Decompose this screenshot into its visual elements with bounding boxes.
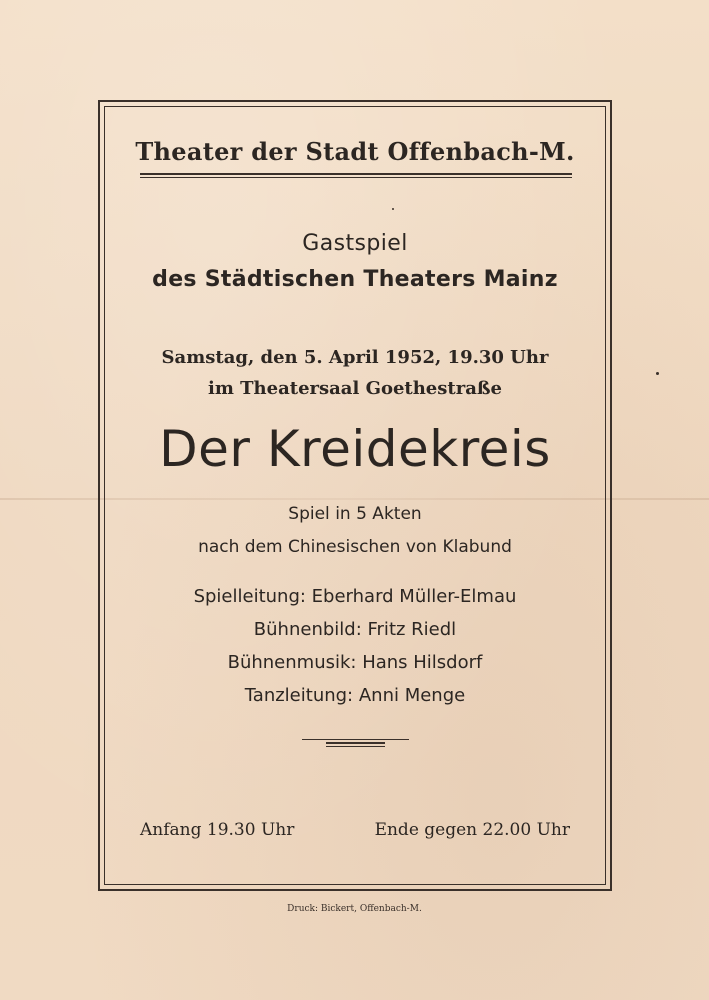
- theater-name-heading: Theater der Stadt Offenbach-M.: [135, 137, 575, 166]
- header-rule-thick: [140, 173, 572, 175]
- play-title: Der Kreidekreis: [159, 420, 551, 478]
- event-date: Samstag, den 5. April 1952, 19.30 Uhr: [161, 347, 549, 368]
- paper-speck: [392, 208, 394, 210]
- ornament-rule-top: [302, 739, 409, 740]
- end-time: Ende gegen 22.00 Uhr: [374, 820, 570, 840]
- guest-company: des Städtischen Theaters Mainz: [152, 267, 558, 292]
- event-venue: im Theatersaal Goethestraße: [208, 378, 502, 399]
- play-subtitle: Spiel in 5 Akten: [288, 504, 422, 524]
- paper-speck: [656, 372, 659, 375]
- credit-music: Bühnenmusik: Hans Hilsdorf: [227, 652, 483, 673]
- credit-choreography: Tanzleitung: Anni Menge: [244, 685, 466, 706]
- ornament-rule-middle: [326, 742, 385, 744]
- ornament-rule-bottom: [326, 746, 385, 747]
- credit-stage-design: Bühnenbild: Fritz Riedl: [253, 619, 457, 640]
- printer-imprint: Druck: Bickert, Offenbach-M.: [287, 904, 422, 914]
- credit-direction: Spielleitung: Eberhard Müller-Elmau: [193, 586, 517, 607]
- inner-border-frame: [104, 106, 606, 885]
- start-time: Anfang 19.30 Uhr: [140, 820, 295, 840]
- gastspiel-label: Gastspiel: [302, 231, 408, 256]
- header-rule-thin: [140, 177, 572, 178]
- play-source: nach dem Chinesischen von Klabund: [198, 537, 512, 557]
